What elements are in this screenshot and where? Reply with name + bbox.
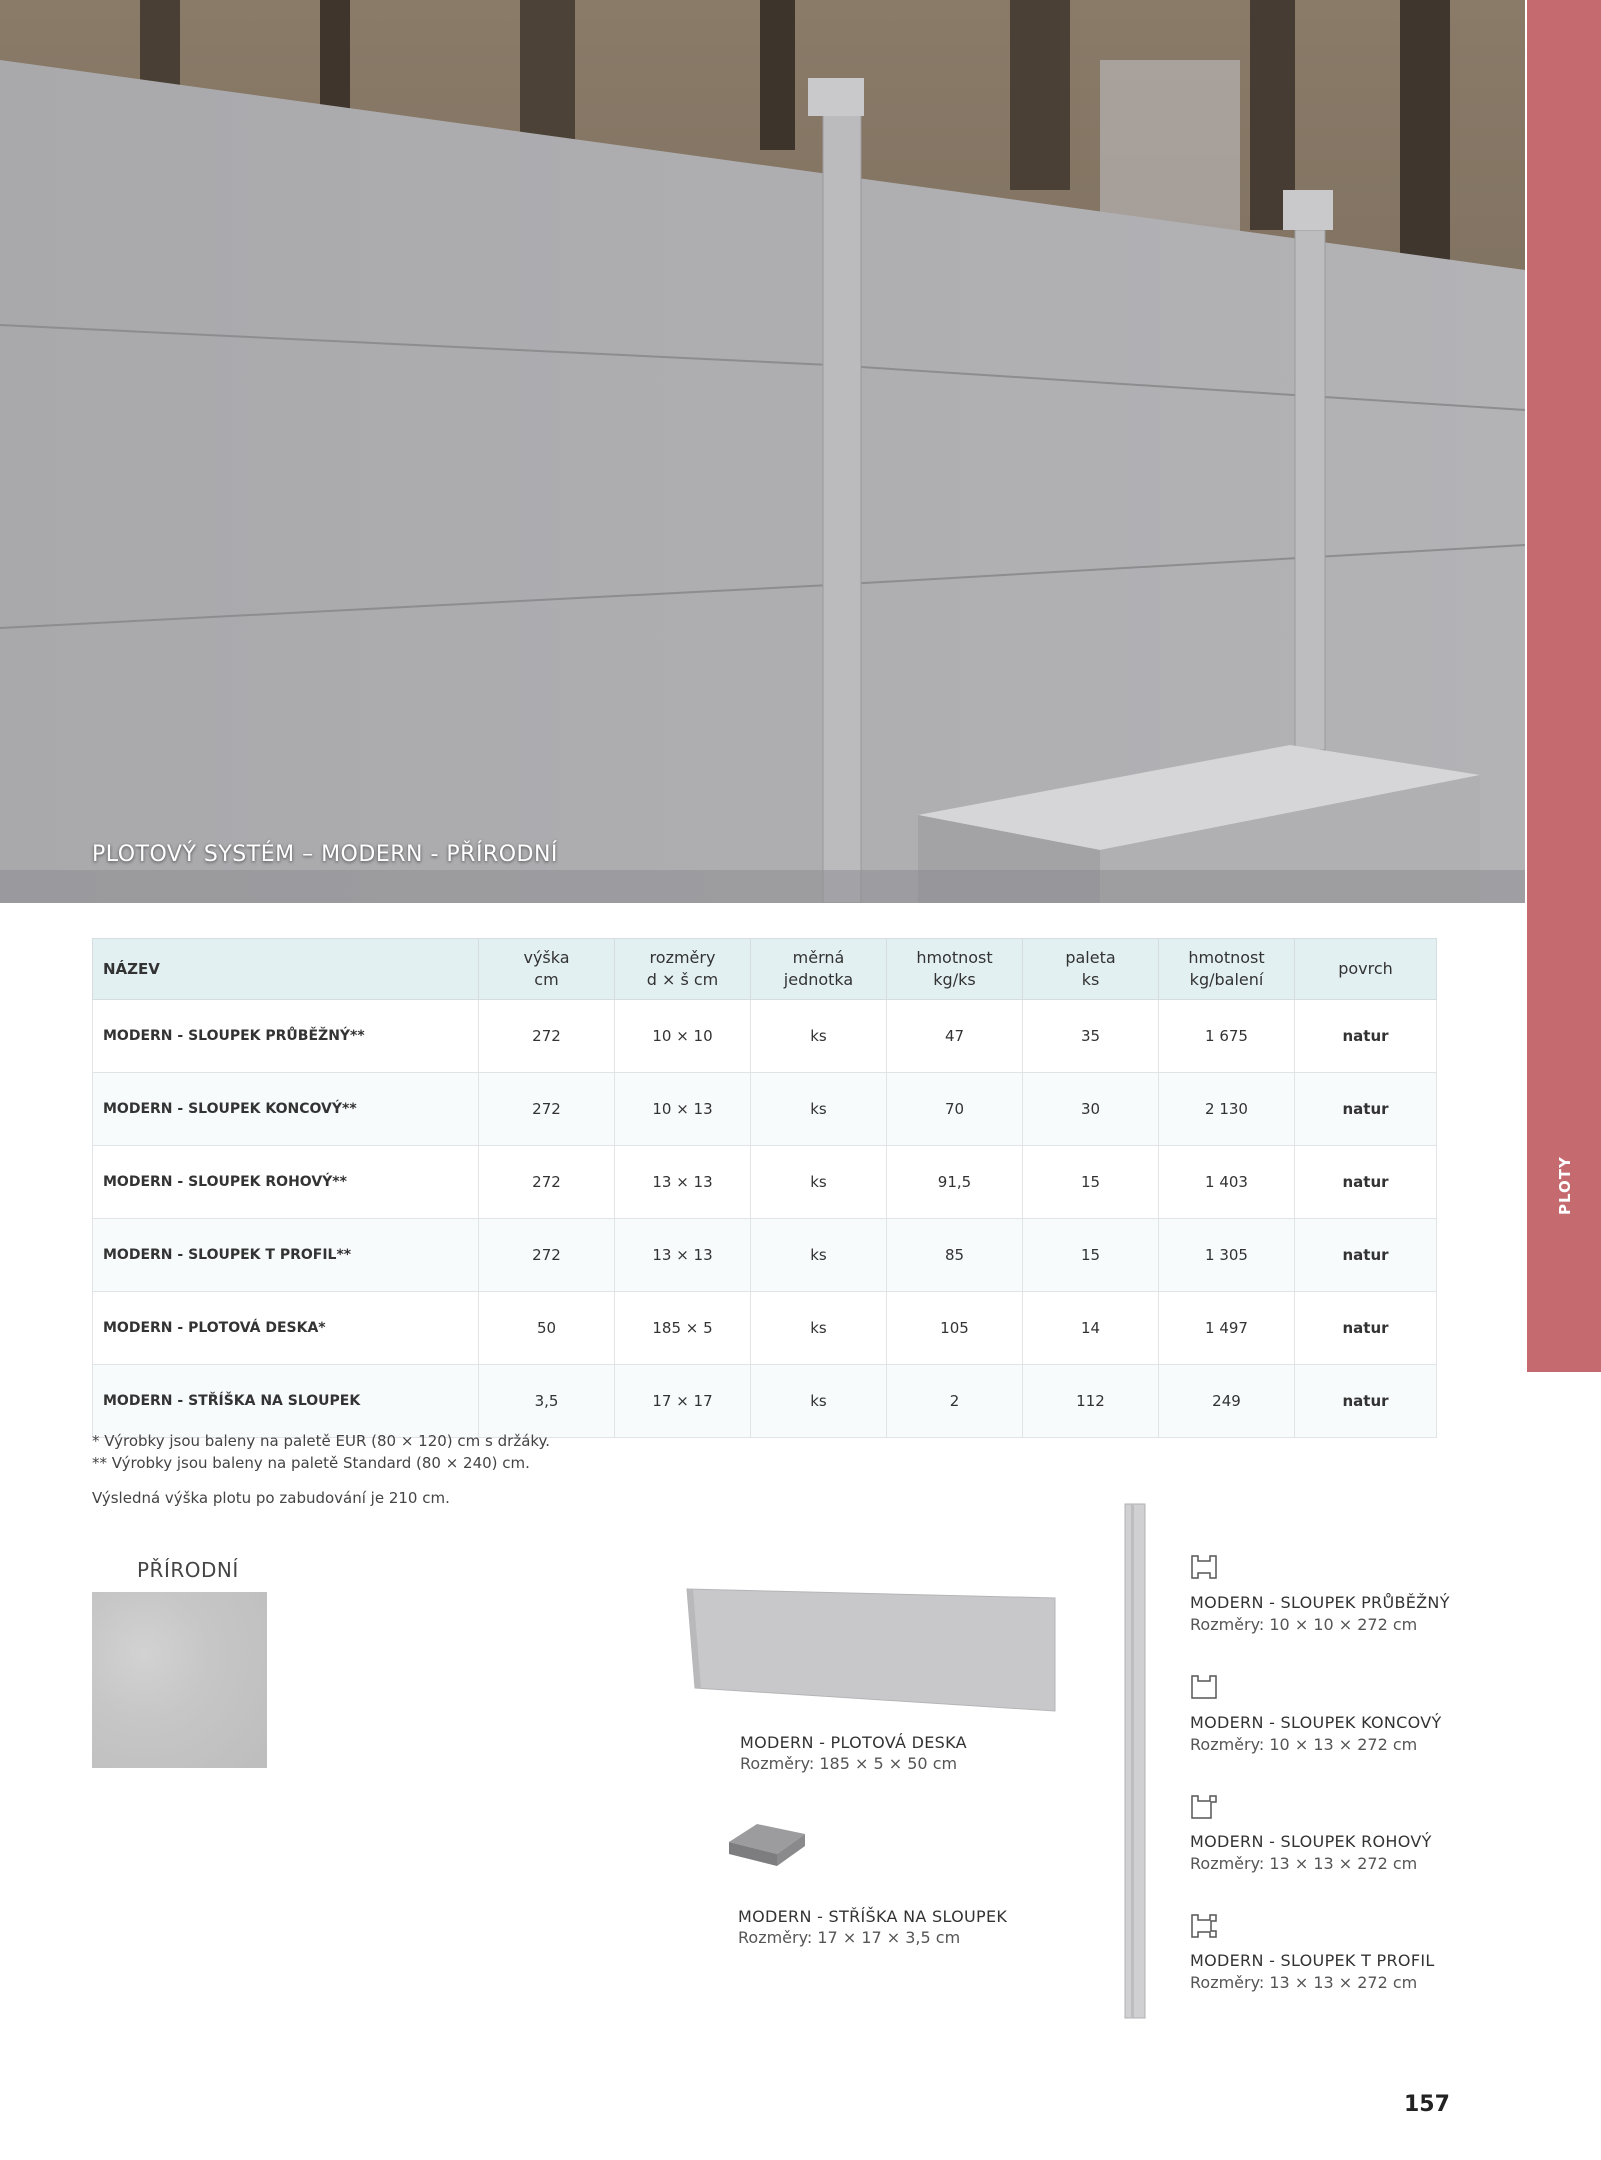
cell-name: MODERN - SLOUPEK T PROFIL** — [93, 1219, 479, 1292]
header-weight-pack: hmotnost kg/balení — [1159, 939, 1295, 1000]
hero-photo — [0, 0, 1525, 903]
cell-pallet: 112 — [1023, 1365, 1159, 1438]
cell-dims: 185 × 5 — [615, 1292, 751, 1365]
cell-surface: natur — [1295, 1365, 1437, 1438]
hero-caption: PLOTOVÝ SYSTÉM – MODERN - PŘÍRODNÍ — [92, 842, 558, 867]
cell-unit: ks — [751, 1219, 887, 1292]
cell-unit: ks — [751, 1292, 887, 1365]
cell-weight: 85 — [887, 1219, 1023, 1292]
cell-weight-pack: 1 305 — [1159, 1219, 1295, 1292]
cell-pallet: 15 — [1023, 1146, 1159, 1219]
cell-unit: ks — [751, 1000, 887, 1073]
cell-name: MODERN - SLOUPEK PRŮBĚŽNÝ** — [93, 1000, 479, 1073]
post-corner-profile-icon — [1190, 1794, 1218, 1820]
post-corner-name: MODERN - SLOUPEK ROHOVÝ — [1190, 1832, 1432, 1851]
page-number: 157 — [1404, 2092, 1450, 2117]
post-end-profile-icon — [1190, 1674, 1218, 1700]
cell-unit: ks — [751, 1146, 887, 1219]
table-row — [93, 1292, 1437, 1365]
header-pallet: paleta ks — [1023, 939, 1159, 1000]
cell-unit: ks — [751, 1365, 887, 1438]
post-illustration — [1119, 1500, 1151, 2022]
post-end-dims: Rozměry: 10 × 13 × 272 cm — [1190, 1735, 1418, 1754]
cell-height: 272 — [479, 1000, 615, 1073]
post-t-dims: Rozměry: 13 × 13 × 272 cm — [1190, 1973, 1418, 1992]
table-header-row — [93, 939, 1437, 1000]
header-weight: hmotnost kg/ks — [887, 939, 1023, 1000]
cell-pallet: 14 — [1023, 1292, 1159, 1365]
side-tab-label: PLOTY — [1556, 1156, 1574, 1215]
cell-weight-pack: 249 — [1159, 1365, 1295, 1438]
cell-dims: 17 × 17 — [615, 1365, 751, 1438]
cell-pallet: 35 — [1023, 1000, 1159, 1073]
table-row — [93, 1146, 1437, 1219]
post-t-profile-icon — [1190, 1913, 1218, 1939]
table-row — [93, 1000, 1437, 1073]
cell-dims: 10 × 10 — [615, 1000, 751, 1073]
cell-height: 272 — [479, 1073, 615, 1146]
cap-illustration — [727, 1820, 807, 1876]
cell-weight-pack: 1 403 — [1159, 1146, 1295, 1219]
cell-surface: natur — [1295, 1146, 1437, 1219]
cell-dims: 13 × 13 — [615, 1219, 751, 1292]
cell-height: 272 — [479, 1219, 615, 1292]
note-fence-height: Výsledná výška plotu po zabudování je 210 cm. — [92, 1489, 450, 1507]
cell-weight: 105 — [887, 1292, 1023, 1365]
cell-height: 272 — [479, 1146, 615, 1219]
cell-weight: 70 — [887, 1073, 1023, 1146]
cell-height: 3,5 — [479, 1365, 615, 1438]
table-row — [93, 1219, 1437, 1292]
surface-swatch — [92, 1592, 267, 1768]
spec-table — [92, 938, 1437, 1438]
cell-weight-pack: 2 130 — [1159, 1073, 1295, 1146]
cell-dims: 13 × 13 — [615, 1146, 751, 1219]
swatch-title: PŘÍRODNÍ — [137, 1558, 239, 1582]
cell-name: MODERN - STŘÍŠKA NA SLOUPEK — [93, 1365, 479, 1438]
cell-unit: ks — [751, 1073, 887, 1146]
cell-name: MODERN - SLOUPEK KONCOVÝ** — [93, 1073, 479, 1146]
post-through-profile-icon — [1190, 1554, 1218, 1580]
cell-surface: natur — [1295, 1073, 1437, 1146]
post-through-dims: Rozměry: 10 × 10 × 272 cm — [1190, 1615, 1418, 1634]
header-height: výška cm — [479, 939, 615, 1000]
footnote-standard-pallet: ** Výrobky jsou baleny na paletě Standard (80 × 240) cm. — [92, 1454, 530, 1472]
cell-weight-pack: 1 675 — [1159, 1000, 1295, 1073]
fence-photo-illustration — [0, 0, 1525, 903]
post-through-name: MODERN - SLOUPEK PRŮBĚŽNÝ — [1190, 1593, 1450, 1612]
cell-surface: natur — [1295, 1219, 1437, 1292]
cell-surface: natur — [1295, 1000, 1437, 1073]
cell-name: MODERN - PLOTOVÁ DESKA* — [93, 1292, 479, 1365]
cell-pallet: 15 — [1023, 1219, 1159, 1292]
cell-name: MODERN - SLOUPEK ROHOVÝ** — [93, 1146, 479, 1219]
cell-weight: 47 — [887, 1000, 1023, 1073]
post-end-name: MODERN - SLOUPEK KONCOVÝ — [1190, 1713, 1442, 1732]
panel-name: MODERN - PLOTOVÁ DESKA — [740, 1733, 967, 1752]
cell-weight-pack: 1 497 — [1159, 1292, 1295, 1365]
cell-weight: 91,5 — [887, 1146, 1023, 1219]
panel-dims: Rozměry: 185 × 5 × 50 cm — [740, 1754, 958, 1773]
cap-dims: Rozměry: 17 × 17 × 3,5 cm — [738, 1928, 961, 1947]
table-row — [93, 1365, 1437, 1438]
header-surface: povrch — [1295, 939, 1437, 1000]
cap-name: MODERN - STŘÍŠKA NA SLOUPEK — [738, 1907, 1008, 1926]
post-corner-dims: Rozměry: 13 × 13 × 272 cm — [1190, 1854, 1418, 1873]
table-row — [93, 1073, 1437, 1146]
header-name: NÁZEV — [93, 939, 479, 1000]
cell-weight: 2 — [887, 1365, 1023, 1438]
header-dims: rozměry d × š cm — [615, 939, 751, 1000]
header-unit: měrná jednotka — [751, 939, 887, 1000]
cell-dims: 10 × 13 — [615, 1073, 751, 1146]
cell-pallet: 30 — [1023, 1073, 1159, 1146]
cell-height: 50 — [479, 1292, 615, 1365]
panel-illustration — [683, 1585, 1063, 1715]
footnote-eur-pallet: * Výrobky jsou baleny na paletě EUR (80 × 120) cm s držáky. — [92, 1432, 551, 1450]
cell-surface: natur — [1295, 1292, 1437, 1365]
post-t-name: MODERN - SLOUPEK T PROFIL — [1190, 1951, 1435, 1970]
